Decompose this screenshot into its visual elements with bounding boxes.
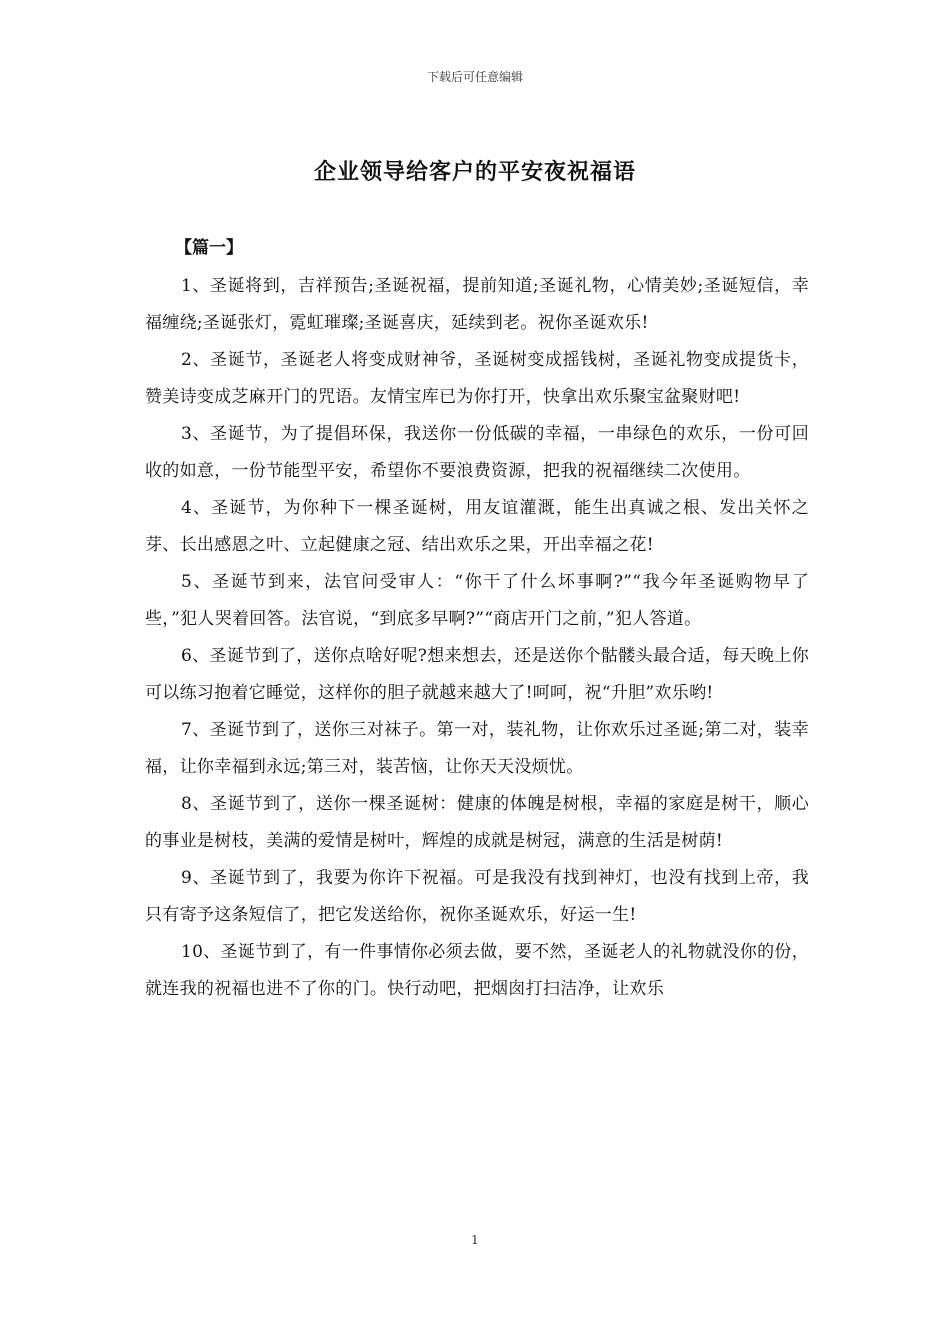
header-note: 下载后可任意编辑 <box>426 70 523 84</box>
paragraph-2: 2、圣诞节，圣诞老人将变成财神爷，圣诞树变成摇钱树，圣诞礼物变成提货卡，赞美诗变成芝麻开门的咒语。友情宝库已为你打开，快拿出欢乐聚宝盆聚财吧! <box>145 350 809 407</box>
paragraph-6: 6、圣诞节到了，送你点啥好呢?想来想去，还是送你个骷髅头最合适，每天晚上你可以练习抱着它睡觉，这样你的胆子就越来越大了!呵呵，祝“升胆”欢乐哟! <box>145 646 809 703</box>
section-label: 【篇一】 <box>175 238 243 258</box>
paragraph-8: 8、圣诞节到了，送你一棵圣诞树：健康的体魄是树根，幸福的家庭是树干，顺心的事业是树枝，美满的爱情是树叶，辉煌的成就是树冠，满意的生活是树荫! <box>145 794 809 851</box>
paragraph-4: 4、圣诞节，为你种下一棵圣诞树，用友谊灌溉，能生出真诚之根、发出关怀之芽、长出感恩之叶、立起健康之冠、结出欢乐之果，开出幸福之花! <box>145 498 809 555</box>
paragraph-5: 5、圣诞节到来，法官问受审人：“你干了什么坏事啊?”“我今年圣诞购物早了些，”犯人哭着回答。法官说，“到底多早啊?”“商店开门之前，”犯人答道。 <box>145 572 809 629</box>
page-number: 1 <box>471 1233 479 1247</box>
paragraph-7: 7、圣诞节到了，送你三对袜子。第一对，装礼物，让你欢乐过圣诞;第二对，装幸福，让你幸福到永远;第三对，装苦恼，让你天天没烦忧。 <box>145 720 809 777</box>
paragraph-9: 9、圣诞节到了，我要为你许下祝福。可是我没有找到神灯，也没有找到上帝，我只有寄予这条短信了，把它发送给你，祝你圣诞欢乐，好运一生! <box>145 868 809 925</box>
document-title: 企业领导给客户的平安夜祝福语 <box>313 159 636 185</box>
document-body <box>145 232 809 1008</box>
paragraph-1: 1、圣诞将到，吉祥预告;圣诞祝福，提前知道;圣诞礼物，心情美妙;圣诞短信，幸福缠绕;圣诞张灯，霓虹璀璨;圣诞喜庆，延续到老。祝你圣诞欢乐! <box>145 276 809 333</box>
paragraph-10: 10、圣诞节到了，有一件事情你必须去做，要不然，圣诞老人的礼物就没你的份，就连我的祝福也进不了你的门。快行动吧，把烟囱打扫洁净，让欢乐 <box>145 942 809 999</box>
paragraph-3: 3、圣诞节，为了提倡环保，我送你一份低碳的幸福，一串绿色的欢乐，一份可回收的如意，一份节能型平安，希望你不要浪费资源，把我的祝福继续二次使用。 <box>145 424 809 481</box>
